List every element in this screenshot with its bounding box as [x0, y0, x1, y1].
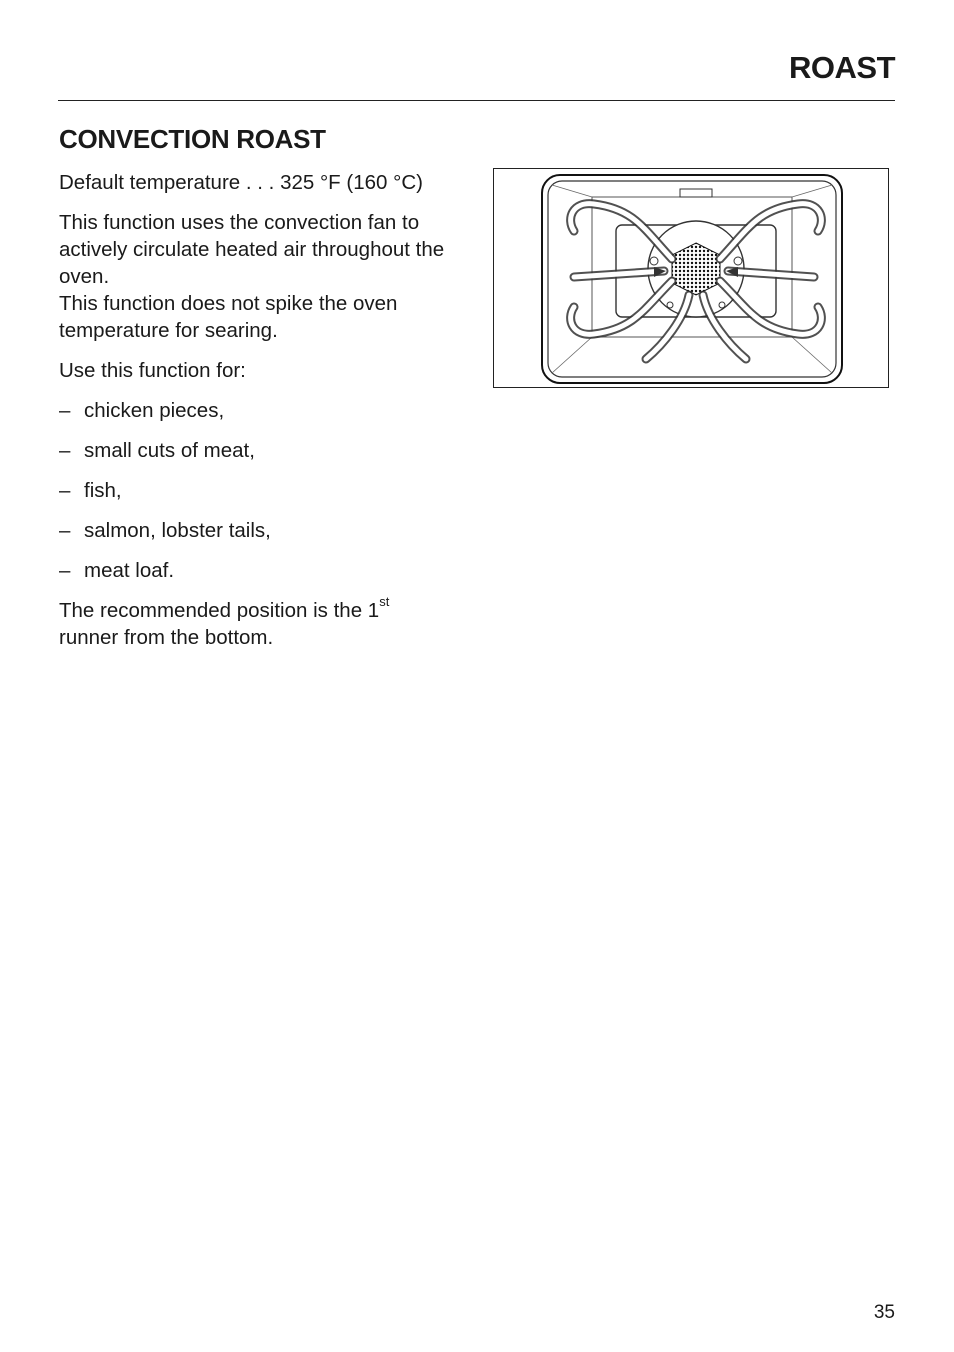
oven-convection-airflow-icon: [494, 169, 888, 387]
list-item: [59, 397, 479, 424]
position-text: The recommended position is the 1: [59, 599, 380, 622]
header-rule: [58, 100, 895, 101]
page-number: 35: [873, 1302, 895, 1323]
default-temperature-line: [59, 169, 479, 196]
list-item-text: meat loaf.: [84, 559, 175, 582]
use-for-intro: Use this function for:: [59, 359, 246, 382]
list-dash: –: [59, 559, 71, 582]
paragraph-convection-fan: This function uses the convection fan to actively circulate heated air throughout the oven.: [59, 211, 445, 288]
list-item: [59, 437, 479, 464]
leader-dots: . . .: [245, 171, 275, 194]
position-text-end: runner from the bottom.: [59, 626, 274, 649]
chapter-title: ROAST: [789, 50, 895, 85]
list-dash: –: [59, 439, 71, 462]
position-superscript: st: [379, 594, 390, 610]
oven-figure: [493, 168, 889, 388]
section-title: CONVECTION ROAST: [59, 124, 326, 154]
list-dash: –: [59, 399, 71, 422]
list-item-text: small cuts of meat,: [84, 439, 255, 462]
recommended-position: [59, 594, 479, 651]
list-item-text: salmon, lobster tails,: [84, 519, 271, 542]
paragraph-no-searing: This function does not spike the oven temperature for searing.: [59, 292, 398, 342]
list-item-text: fish,: [84, 479, 122, 502]
default-temperature-label: Default temperature: [59, 171, 241, 194]
body-text: [59, 169, 479, 651]
use-for-list: [59, 397, 479, 584]
list-item-text: chicken pieces,: [84, 399, 225, 422]
list-dash: –: [59, 519, 71, 542]
list-item: [59, 557, 479, 584]
list-item: [59, 517, 479, 544]
list-dash: –: [59, 479, 71, 502]
default-temperature-value: 325 °F (160 °C): [280, 171, 423, 194]
list-item: [59, 477, 479, 504]
